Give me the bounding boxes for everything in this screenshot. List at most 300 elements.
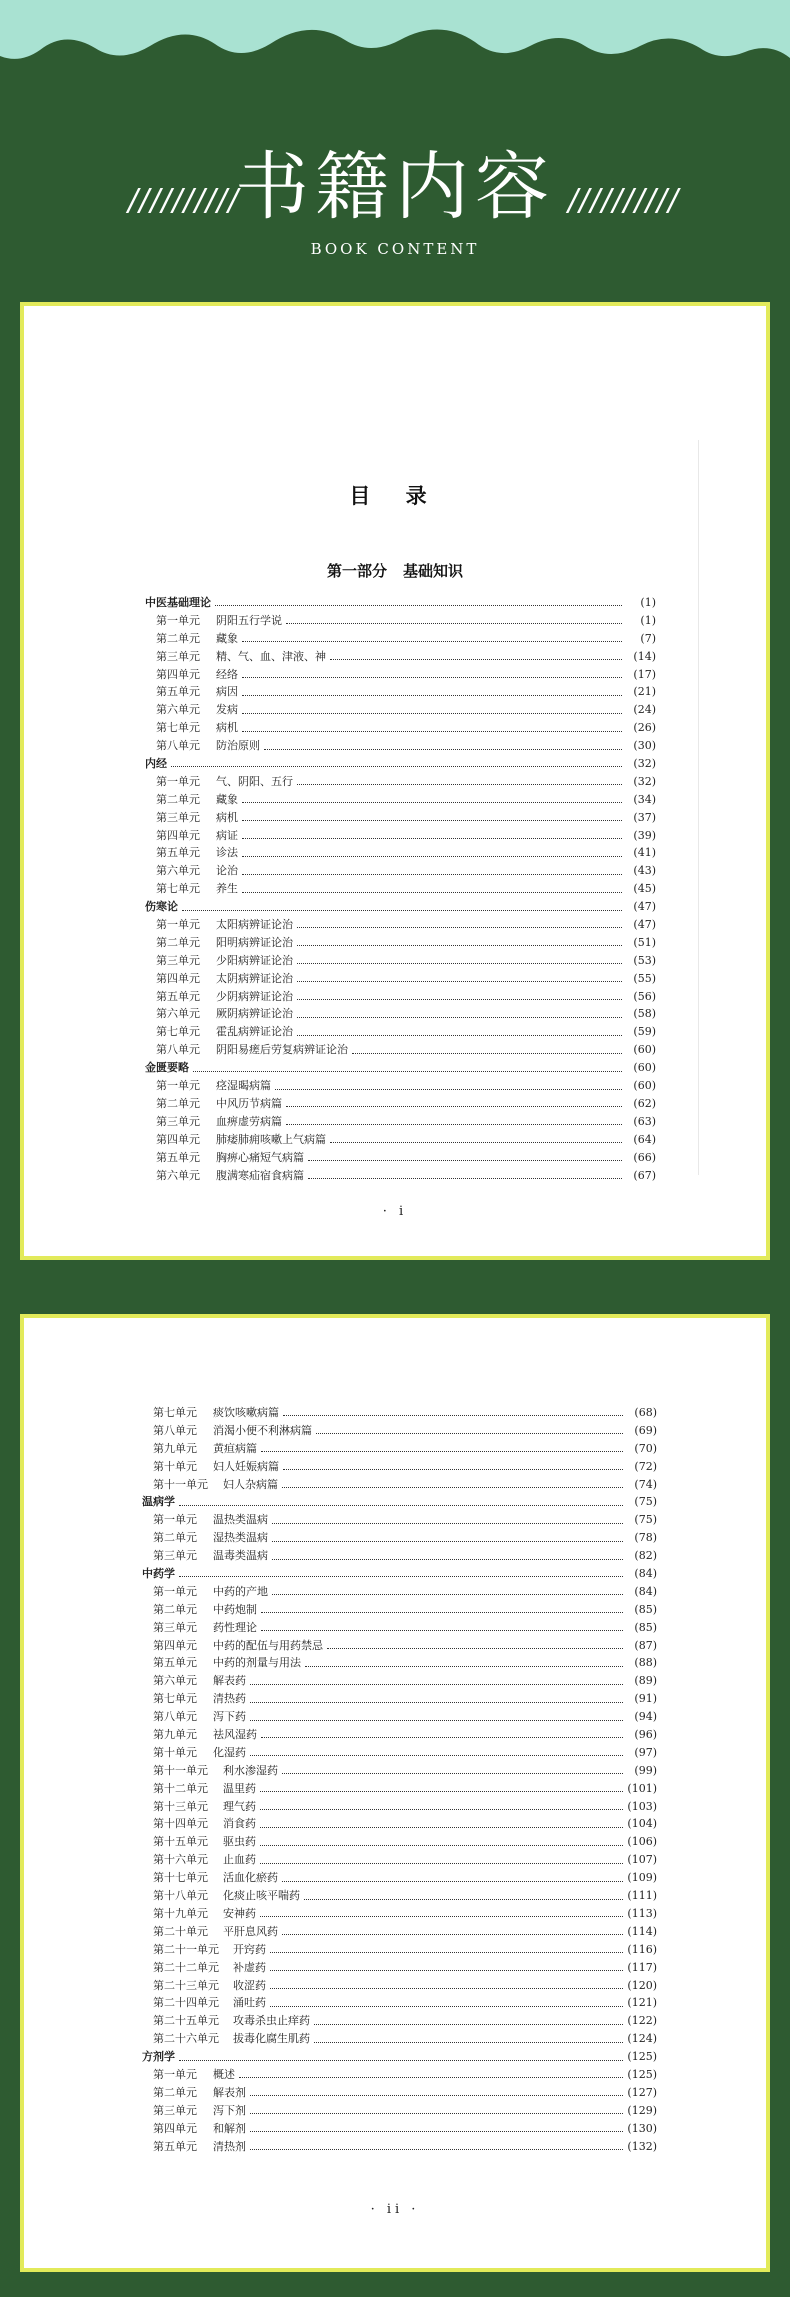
entry-page: (132): [627, 2139, 657, 2153]
dot-leader: [261, 1451, 623, 1452]
entry-title: 方剂学: [142, 2050, 175, 2064]
entry-page: (70): [634, 1441, 657, 1455]
dot-leader: [250, 1755, 623, 1756]
dot-leader: [250, 2095, 623, 2096]
entry-unit: 第六单元: [156, 1168, 200, 1182]
entry-unit: 第七单元: [153, 1692, 197, 1706]
entry-page: (99): [634, 1763, 657, 1777]
dot-leader: [305, 1666, 623, 1667]
toc-entry: [30, 737, 760, 755]
entry-unit: 第二十六单元: [153, 2032, 219, 2046]
entry-page: (125): [627, 2067, 657, 2081]
entry-unit: 第五单元: [156, 989, 200, 1003]
entry-title: 黄疸病篇: [213, 1441, 257, 1455]
entry-page: (47): [633, 900, 656, 914]
toc-entry: [30, 648, 760, 666]
dot-leader: [179, 2060, 623, 2061]
entry-title: 中药学: [142, 1567, 175, 1581]
dot-leader: [282, 1773, 623, 1774]
dot-leader: [286, 1124, 622, 1125]
entry-page: (113): [627, 1906, 657, 1920]
entry-page: (125): [627, 2050, 657, 2064]
toc-entry: [30, 1422, 760, 1440]
entry-unit: 第八单元: [153, 1423, 197, 1437]
entry-unit: 第六单元: [153, 1674, 197, 1688]
dot-leader: [215, 605, 622, 606]
entry-title: 藏象: [216, 631, 238, 645]
dot-leader: [242, 802, 622, 803]
toc-section: [30, 755, 760, 773]
entry-title: 发病: [216, 703, 238, 717]
entry-page: (7): [640, 631, 656, 645]
dot-leader: [242, 820, 622, 821]
entry-unit: 第五单元: [153, 1656, 197, 1670]
entry-page: (53): [633, 953, 656, 967]
toc-entry: [30, 1619, 760, 1637]
toc-entry: [30, 844, 760, 862]
entry-title: 祛风湿药: [213, 1728, 257, 1742]
entry-title: 中药的配伍与用药禁忌: [213, 1638, 323, 1652]
toc-entry: [30, 1851, 760, 1869]
entry-title: 中药炮制: [213, 1602, 257, 1616]
toc-entry: [30, 916, 760, 934]
dot-leader: [179, 1576, 623, 1577]
entry-unit: 第十四单元: [153, 1817, 208, 1831]
entry-page: (109): [627, 1871, 657, 1885]
entry-unit: 第四单元: [153, 1638, 197, 1652]
entry-page: (26): [633, 721, 656, 735]
entry-page: (127): [627, 2085, 657, 2099]
entry-title: 病机: [216, 810, 238, 824]
entry-unit: 第二十三单元: [153, 1978, 219, 1992]
entry-page: (103): [627, 1799, 657, 1813]
toc-entry: [30, 1977, 760, 1995]
entry-page: (88): [634, 1656, 657, 1670]
entry-title: 诊法: [216, 846, 238, 860]
entry-title: 胸痹心痛短气病篇: [216, 1150, 304, 1164]
entry-page: (89): [634, 1674, 657, 1688]
entry-title: 肺痿肺痈咳嗽上气病篇: [216, 1132, 326, 1146]
dot-leader: [261, 1737, 623, 1738]
part-label: 第一部分: [326, 562, 387, 580]
entry-title: 太阴病辨证论治: [216, 971, 293, 985]
toc-entry: [30, 1023, 760, 1041]
dot-leader: [297, 1035, 622, 1036]
entry-title: 药性理论: [213, 1620, 257, 1634]
entry-page: (47): [633, 918, 656, 932]
toc-entry: [30, 1005, 760, 1023]
entry-unit: 第九单元: [153, 1728, 197, 1742]
dot-leader: [260, 1863, 623, 1864]
entry-page: (62): [633, 1096, 656, 1110]
entry-page: (66): [633, 1150, 656, 1164]
entry-page: (101): [627, 1781, 657, 1795]
dot-leader: [260, 1916, 623, 1917]
entry-title: 气、阴阳、五行: [216, 774, 293, 788]
entry-unit: 第二单元: [156, 631, 200, 645]
entry-title: 少阴病辨证论治: [216, 989, 293, 1003]
entry-page: (41): [633, 846, 656, 860]
entry-page: (24): [633, 703, 656, 717]
dot-leader: [282, 1934, 623, 1935]
entry-title: 防治原则: [216, 739, 260, 753]
entry-title: 清热剂: [213, 2139, 246, 2153]
entry-unit: 第六单元: [156, 703, 200, 717]
entry-title: 霍乱病辨证论治: [216, 1025, 293, 1039]
toc-entry: [30, 2102, 760, 2120]
entry-title: 概述: [213, 2067, 235, 2081]
entry-page: (104): [627, 1817, 657, 1831]
toc-entry: [30, 2084, 760, 2102]
entry-page: (14): [633, 649, 656, 663]
entry-title: 湿热类温病: [213, 1531, 268, 1545]
entry-page: (124): [627, 2032, 657, 2046]
entry-unit: 第一单元: [156, 774, 200, 788]
entry-page: (84): [634, 1567, 657, 1581]
entry-page: (84): [634, 1584, 657, 1598]
entry-title: 驱虫药: [223, 1835, 256, 1849]
page-number: · i: [382, 1204, 408, 1219]
toc-entry: [30, 1583, 760, 1601]
entry-page: (58): [633, 1007, 656, 1021]
entry-page: (34): [633, 792, 656, 806]
toc-entry: [30, 1041, 760, 1059]
entry-page: (69): [634, 1423, 657, 1437]
entry-unit: 第十单元: [153, 1459, 197, 1473]
entry-unit: 第一单元: [156, 918, 200, 932]
entry-page: (30): [633, 739, 656, 753]
entry-unit: 第二单元: [153, 1531, 197, 1545]
entry-unit: 第十九单元: [153, 1906, 208, 1920]
entry-title: 开窍药: [233, 1942, 266, 1956]
entry-title: 厥阴病辨证论治: [216, 1007, 293, 1021]
entry-page: (1): [640, 596, 656, 609]
entry-title: 温热类温病: [213, 1513, 268, 1527]
dot-leader: [270, 1988, 623, 1989]
dot-leader: [272, 1523, 623, 1524]
dot-leader: [239, 2077, 623, 2078]
toc-entry: [30, 2138, 760, 2156]
entry-page: (97): [634, 1745, 657, 1759]
toc-entry: [30, 1654, 760, 1672]
dot-leader: [297, 999, 622, 1000]
dot-leader: [308, 1160, 622, 1161]
right-slash-decoration: //////////: [568, 183, 680, 218]
entry-title: 安神药: [223, 1906, 256, 1920]
entry-title: 拔毒化腐生肌药: [233, 2032, 310, 2046]
entry-page: (60): [633, 1079, 656, 1093]
entry-title: 止血药: [223, 1853, 256, 1867]
dot-leader: [272, 1559, 623, 1560]
entry-unit: 第四单元: [153, 2121, 197, 2135]
toc-entry: [30, 1869, 760, 1887]
entry-title: 理气药: [223, 1799, 256, 1813]
toc-section: [30, 1493, 760, 1511]
toc-entry: [30, 1887, 760, 1905]
entry-title: 中风历节病篇: [216, 1096, 282, 1110]
dot-leader: [314, 2042, 623, 2043]
entry-title: 血痹虚劳病篇: [216, 1114, 282, 1128]
dot-leader: [314, 2024, 623, 2025]
entry-unit: 第一单元: [153, 1584, 197, 1598]
entry-unit: 第十二单元: [153, 1781, 208, 1795]
dot-leader: [270, 1952, 623, 1953]
toc-entry: [30, 2012, 760, 2030]
entry-page: (106): [627, 1835, 657, 1849]
dot-leader: [260, 1827, 623, 1828]
toc-entry: [30, 683, 760, 701]
entry-page: (75): [634, 1495, 657, 1509]
toc-entry: [30, 970, 760, 988]
toc-entry: [30, 701, 760, 719]
dot-leader: [242, 856, 622, 857]
entry-page: (64): [633, 1132, 656, 1146]
entry-page: (122): [627, 2014, 657, 2028]
entry-unit: 第十一单元: [153, 1477, 208, 1491]
dot-leader: [297, 963, 622, 964]
part-heading: [30, 560, 760, 581]
toc-entry: [30, 862, 760, 880]
entry-unit: 第八单元: [153, 1710, 197, 1724]
toc-entry: [30, 791, 760, 809]
dot-leader: [282, 1487, 623, 1488]
entry-unit: 第二十一单元: [153, 1942, 219, 1956]
toc-entry: [30, 1131, 760, 1149]
dot-leader: [275, 1089, 622, 1090]
entry-title: 消食药: [223, 1817, 256, 1831]
dot-leader: [270, 2006, 623, 2007]
entry-page: (72): [634, 1459, 657, 1473]
entry-title: 活血化瘀药: [223, 1871, 278, 1885]
entry-title: 精、气、血、津液、神: [216, 649, 326, 663]
entry-title: 攻毒杀虫止痒药: [233, 2014, 310, 2028]
entry-unit: 第十单元: [153, 1745, 197, 1759]
entry-title: 论治: [216, 864, 238, 878]
toc-entry: [30, 1762, 760, 1780]
entry-page: (85): [634, 1620, 657, 1634]
entry-title: 解表剂: [213, 2085, 246, 2099]
dot-leader: [242, 892, 622, 893]
page-number: · ii ·: [370, 2202, 420, 2217]
entry-title: 金匮要略: [145, 1061, 189, 1075]
entry-unit: 第七单元: [153, 1406, 197, 1419]
toc-entry: [30, 1167, 760, 1185]
toc-section: [30, 1059, 760, 1077]
entry-title: 温里药: [223, 1781, 256, 1795]
entry-page: (1): [640, 613, 656, 627]
toc-entry: [30, 934, 760, 952]
entry-unit: 第十五单元: [153, 1835, 208, 1849]
entry-unit: 第四单元: [156, 667, 200, 681]
entry-page: (107): [627, 1853, 657, 1867]
dot-leader: [264, 749, 622, 750]
toc-entry: [30, 1959, 760, 1977]
dot-leader: [261, 1630, 623, 1631]
entry-title: 痉湿暍病篇: [216, 1079, 271, 1093]
entry-unit: 第二十二单元: [153, 1960, 219, 1974]
toc-entry: [30, 1149, 760, 1167]
entry-page: (111): [627, 1889, 657, 1903]
toc-entry: [30, 719, 760, 737]
entry-title: 利水渗湿药: [223, 1763, 278, 1777]
entry-title: 中药的产地: [213, 1584, 268, 1598]
toc-entry: [30, 988, 760, 1006]
toc-entry: [30, 1077, 760, 1095]
toc-entry: [30, 1404, 760, 1422]
dot-leader: [283, 1415, 623, 1416]
entry-page: (60): [633, 1061, 656, 1075]
entry-title: 中药的剂量与用法: [213, 1656, 301, 1670]
entry-page: (117): [627, 1960, 657, 1974]
dot-leader: [272, 1541, 623, 1542]
entry-unit: 第二单元: [153, 1602, 197, 1616]
toc-entry: [30, 2120, 760, 2138]
dot-leader: [330, 1142, 622, 1143]
entry-page: (21): [633, 685, 656, 699]
entry-title: 清热药: [213, 1692, 246, 1706]
entry-unit: 第二十四单元: [153, 1996, 219, 2010]
toc-entries: [30, 594, 760, 1184]
dot-leader: [250, 1684, 623, 1685]
entry-title: 腹满寒疝宿食病篇: [216, 1168, 304, 1182]
toc-entry: [30, 1601, 760, 1619]
entry-title: 阳明病辨证论治: [216, 935, 293, 949]
entry-unit: 第三单元: [156, 810, 200, 824]
toc-entry: [30, 1476, 760, 1494]
toc-page-2: [20, 1314, 770, 2272]
toc-section: [30, 2048, 760, 2066]
entry-unit: 第十六单元: [153, 1853, 208, 1867]
entry-unit: 第四单元: [156, 1132, 200, 1146]
dot-leader: [304, 1899, 623, 1900]
toc-entry: [30, 1690, 760, 1708]
entry-page: (32): [633, 774, 656, 788]
entry-unit: 第二单元: [156, 935, 200, 949]
dot-leader: [242, 641, 622, 642]
entry-page: (45): [633, 882, 656, 896]
entry-page: (78): [634, 1531, 657, 1545]
entry-page: (68): [634, 1406, 657, 1419]
entry-unit: 第七单元: [156, 882, 200, 896]
dot-leader: [250, 2113, 623, 2114]
toc-entry: [30, 1941, 760, 1959]
entry-title: 藏象: [216, 792, 238, 806]
entry-unit: 第二单元: [156, 792, 200, 806]
entry-page: (51): [633, 935, 656, 949]
toc-entry: [30, 630, 760, 648]
entry-unit: 第五单元: [156, 846, 200, 860]
entry-title: 温病学: [142, 1495, 175, 1509]
toc-section: [30, 1565, 760, 1583]
dot-leader: [270, 1970, 623, 1971]
entry-title: 伤寒论: [145, 900, 178, 914]
entry-title: 阴阳易瘥后劳复病辨证论治: [216, 1043, 348, 1057]
entry-unit: 第十八单元: [153, 1889, 208, 1903]
entry-title: 病因: [216, 685, 238, 699]
dot-leader: [171, 766, 622, 767]
entry-title: 补虚药: [233, 1960, 266, 1974]
toc-section: [30, 898, 760, 916]
toc-section: [30, 594, 760, 612]
entry-page: (85): [634, 1602, 657, 1616]
entry-unit: 第一单元: [156, 613, 200, 627]
entry-title: 养生: [216, 882, 238, 896]
entry-page: (60): [633, 1043, 656, 1057]
entry-unit: 第四单元: [156, 971, 200, 985]
entry-unit: 第七单元: [156, 1025, 200, 1039]
dot-leader: [286, 1106, 622, 1107]
dot-leader: [242, 731, 622, 732]
entry-page: (120): [627, 1978, 657, 1992]
entry-unit: 第二十单元: [153, 1924, 208, 1938]
dot-leader: [316, 1433, 623, 1434]
dot-leader: [242, 677, 622, 678]
toc-entry: [30, 1833, 760, 1851]
entry-unit: 第八单元: [156, 739, 200, 753]
toc-entry: [30, 612, 760, 630]
toc-entry: [30, 1458, 760, 1476]
entry-title: 痰饮咳嗽病篇: [213, 1406, 279, 1419]
entry-unit: 第三单元: [156, 649, 200, 663]
entry-title: 中医基础理论: [145, 596, 211, 609]
toc-entry: [30, 880, 760, 898]
entry-title: 妇人杂病篇: [223, 1477, 278, 1491]
toc-entry: [30, 1095, 760, 1113]
toc-entry: [30, 1994, 760, 2012]
entry-title: 涌吐药: [233, 1996, 266, 2010]
entry-unit: 第五单元: [153, 2139, 197, 2153]
entry-unit: 第四单元: [156, 828, 200, 842]
entry-unit: 第二单元: [156, 1096, 200, 1110]
toc-entry: [30, 2066, 760, 2084]
dot-leader: [250, 1720, 623, 1721]
entry-title: 阴阳五行学说: [216, 613, 282, 627]
toc-entry: [30, 1440, 760, 1458]
entry-title: 太阳病辨证论治: [216, 918, 293, 932]
dot-leader: [352, 1053, 622, 1054]
entry-page: (74): [634, 1477, 657, 1491]
entry-title: 少阳病辨证论治: [216, 953, 293, 967]
dot-leader: [261, 1612, 623, 1613]
dot-leader: [193, 1071, 622, 1072]
entry-title: 和解剂: [213, 2121, 246, 2135]
entry-unit: 第三单元: [156, 953, 200, 967]
entry-unit: 第九单元: [153, 1441, 197, 1455]
dot-leader: [260, 1845, 623, 1846]
entry-page: (96): [634, 1728, 657, 1742]
dot-leader: [242, 695, 622, 696]
dot-leader: [286, 623, 622, 624]
entry-page: (75): [634, 1513, 657, 1527]
toc-entry: [30, 1672, 760, 1690]
entry-unit: 第十七单元: [153, 1871, 208, 1885]
entry-title: 化痰止咳平喘药: [223, 1889, 300, 1903]
toc-entry: [30, 1815, 760, 1833]
entry-page: (116): [627, 1942, 657, 1956]
toc-entry: [30, 1726, 760, 1744]
dot-leader: [242, 713, 622, 714]
entry-unit: 第三单元: [153, 1620, 197, 1634]
entry-page: (17): [633, 667, 656, 681]
dot-leader: [297, 784, 622, 785]
dot-leader: [272, 1594, 623, 1595]
toc-heading: 目 录: [349, 483, 441, 508]
entry-title: 温毒类温病: [213, 1549, 268, 1563]
toc-page-1: [20, 302, 770, 1260]
entry-page: (43): [633, 864, 656, 878]
entry-title: 内经: [145, 757, 167, 771]
entry-title: 收涩药: [233, 1978, 266, 1992]
